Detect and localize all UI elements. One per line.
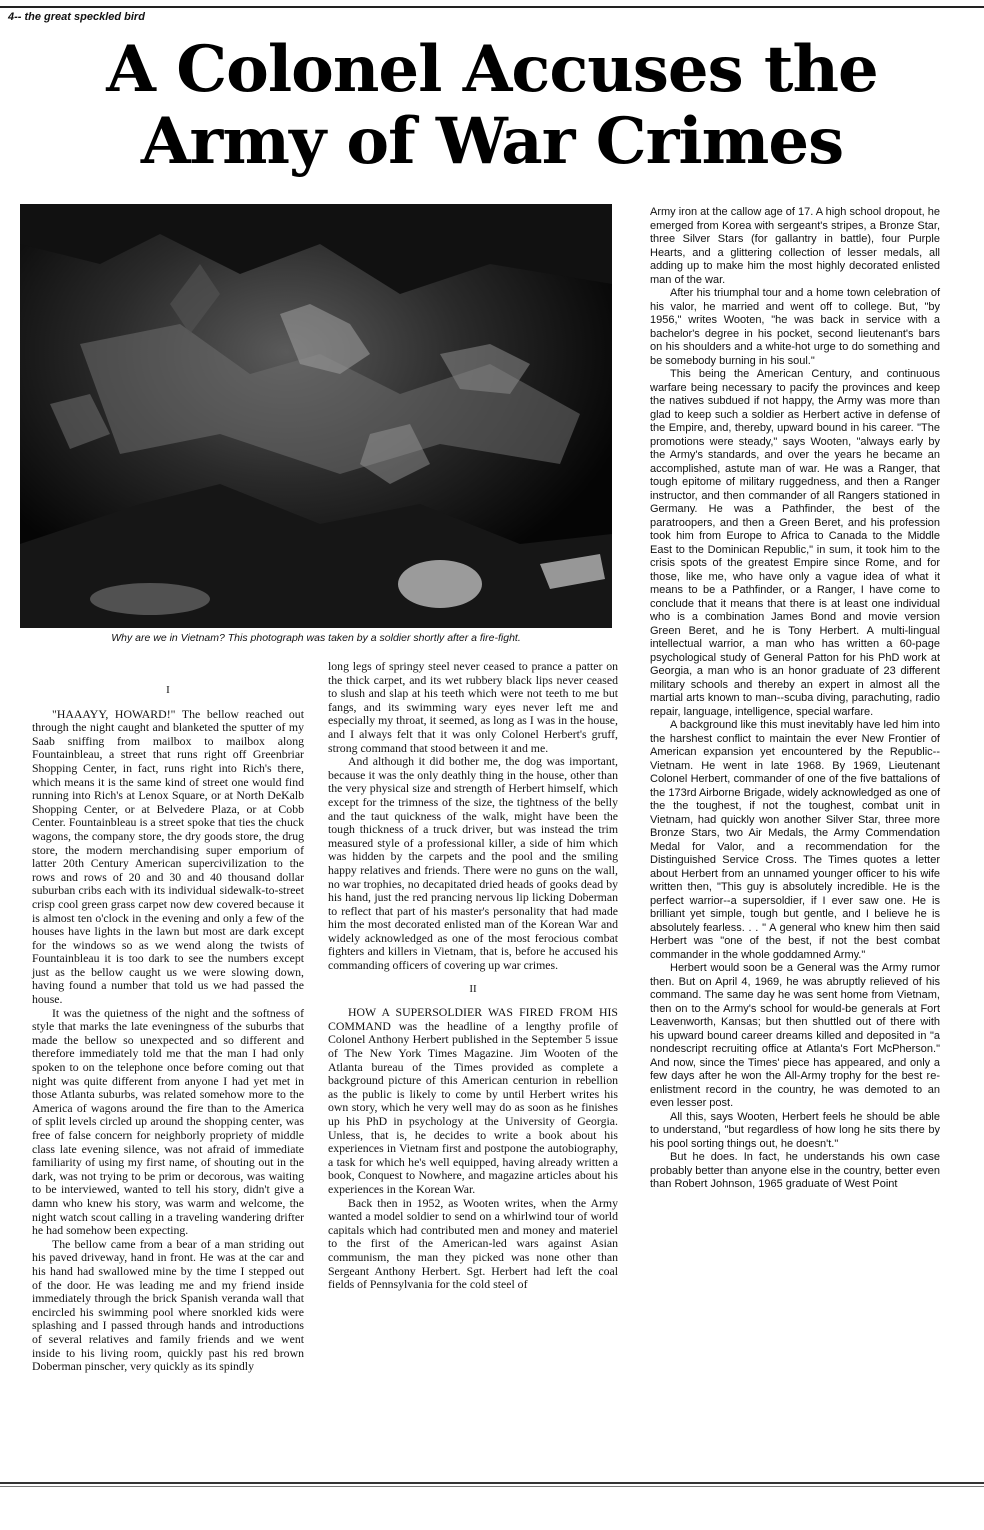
article-column-2 (328, 660, 618, 1292)
paragraph: This being the American Century, and continuous warfare being necessary to pacify the provinces and keep the natives subdued if not happy, the Army was more than glad to keep such a soldier as Herbert active in defense of the Empire, and, thereby, upward bound in his career. "The promotions were steady," says Wooten, "always early by the Army's standards, and over the years he became an accomplished, astute man of war. He was a Ranger, that tough epitome of military ruggedness, and then a Ranger instructor, and then commander of all Rangers stationed in Germany. He was a Pathfinder, the best of the paratroopers, and then a Green Beret, and his profession took him from Europe to Africa to Canada to the Middle East to the Dominican Republic," in sum, it took him to the crisis spots of the greatest Empire since Rome, and for those, like me, who have only a vague idea of what it means to be a Pathfinder, or a Ranger, I have come to conclude that it means that there is at least one individual who is a combination James Bond and movie version Green Beret, and he is Tony Herbert. A multi-lingual intellectual warrior, a man who has written a 60-page psychological study of General Patton for his PhD work at Georgia, a man who is an honor graduate of 23 different military schools and thereby an expert in almost all the martial arts known to man--scuba diving, parachuting, radio repair, language, intelligence, special warfare. (650, 368, 940, 718)
paragraph: All this, says Wooten, Herbert feels he should be able to understand, "but regardless of how long he sits there by his pool sorting things out, he doesn't." (650, 1110, 940, 1150)
section-2-lead-caps: HOW A SUPERSOLDIER WAS FIRED FROM HIS COMMAND (328, 1005, 618, 1033)
paragraph: The bellow came from a bear of a man striding out his paved driveway, hand in front. He was at the car and his hand had swallowed mine by the time I stepped out of the door. He was leading me and my friend inside immediately through the brick Spanish veranda wall that encircled his swimming pool where snorkled kids were splashing and I passed through hands and introductions of several relatives and family friends and we went inside to his living room, quickly past his red brown Doberman pinscher, very quickly as its spindly (32, 1236, 304, 1374)
section-2-lead-rest: was the headline of a lengthy profile of Colonel Anthony Herbert published in the September 5 issue of The New York Times Magazine. Jim Wooten of the Atlanta bureau of the Times provided as complete a background picture of this American centurion in rebellion as the public is likely to come by until Herbert writes his own story, which he very well may do as soon as he finishes up his PhD in psychology at the University of Georgia. Unless, that is, he decides to write a book about his experiences in Vietnam first and postpone the autobiography, a task for which he's well equipped, having already written a book, Conquest to Nowhere, and magazine articles about his experiences in the Korean War. (328, 1018, 618, 1196)
bottom-rule-thin (0, 1486, 984, 1487)
paragraph: long legs of springy steel never ceased to prance a patter on the thick carpet, and its wet rubbery black lips never ceased to slush and slap at his teeth which were not teeth to me but fangs, and its swimming wary eyes never left me and especially my throat, it seemed, as long as I was in the house, and I always felt that it was only Colonel Herbert's gruff, strong command that stood between it and me. (328, 659, 618, 755)
headline (60, 34, 924, 178)
article-column-1 (32, 684, 304, 1374)
war-photograph (20, 204, 612, 628)
paragraph: It was the quietness of the night and the softness of style that marks the late eveningness of the suburbs that made the bellow so unexpected and so different and therefore immediately told me that the man I had only spoken to on the telephone once before coming out that night was quite different from anyone I had yet met in those Atlanta suburbs, was related somehow more to the America of wagons around the fire than to the America of split levels circled up around the shopping center, was free of false concern for neighborly propriety of middle class late evening silence, was not afraid of immediate familiarity of using my first name, of shouting out in the dark, was not trying to be prim or decorous, was waiting to be interviewed, wanted to tell his story, didn't give a damn who knew his story, was warm and welcome, the night watch scout calling in a traveling wandering drifter he had somehow been expecting. (32, 1005, 304, 1238)
top-rule (0, 6, 984, 8)
paragraph (328, 1006, 618, 1196)
paragraph: But he does. In fact, he understands his own case probably better than anyone else in the country, better even than Robert Johnson, 1965 graduate of West Point (650, 1151, 940, 1190)
paragraph: And although it did bother me, the dog was important, because it was the only deathly thing in the house, other than the very physical size and strength of Herbert himself, which except for the trimness of the size, the tightness of the belly and the taut quickness of the walk, might have been the tough thickness of a truck driver, but was instead the trim measured style of a professional killer, a side of him which was hidden by the carpets and the pool and the smiling happy relatives and friends. There were no guns on the wall, no war trophies, no decapitated dried heads of gooks dead by his hand, just the red prancing nervous lip licking Doberman to reflect that part of his master's personality that had made him the most decorated enlisted man of the Korean War and widely acknowledged as one of the most ferocious combat fighters and killers in Vietnam, that is, before he accused his commanding officers of covering up war crimes. (328, 754, 618, 973)
paragraph: Herbert would soon be a General was the Army rumor then. But on April 4, 1969, he was abruptly relieved of his command. The same day he was sent home from Vietnam, then on to the Army's school for would-be generals at Fort Leavenworth, Kansas; but then shuttled out of there with his upward bound career dreams killed and deposited in "a nondescript recruiting office at Atlanta's Fort McPherson." And now, since the Times' piece has appeared, and only a few days after he won the All-Army trophy for the best re-enlistment record in the country, he was demoted to an even lesser post. (650, 962, 940, 1109)
page-folio: 4-- the great speckled bird (8, 11, 145, 23)
paragraph: "HAAAYY, HOWARD!" The bellow reached out through the night caught and blanketed the sputter of my Saab sniffing from mailbox to mailbox along Fountainbleau, a street that runs right off Greenbriar Shopping Center, in fact, runs right into Rich's there, which means it is the same kind of street one would find running into Rich's at Lenox Square, or at North DeKalb Shopping Center, or at Belvedere Plaza, or at Cobb Center. Fountainbleau is a street spoke that ties the chuck wagons, the company store, the dry goods store, the drug store, the modern merchandising super emporium of latter 20th Century American supercivilization to the rows and rows of 20 and 30 and 40 thousand dollar suburban cribs each with its individual sidewalk-to-street crisp cool green grass carpet now dew covered because it is almost ten o'clock in the evening and only a few of the houses have lights in the lawn but most are dark except for the windows so as we wend along the twists of Fountainbleau it is too dark to see the numbers except just as the bellow caught us we were slowing down, having found a number that told us we had passed the house. (32, 706, 304, 1007)
paragraph: Army iron at the callow age of 17. A high school dropout, he emerged from Korea with sergeant's stripes, a Bronze Star, three Silver Stars (for gallantry in battle), four Purple Hearts, and a glittering collection of lesser medals, all adding up to make him the most highly decorated enlisted man of the war. (650, 206, 940, 286)
bottom-rule (0, 1482, 984, 1484)
headline-line-2: Army of War Crimes (140, 104, 844, 179)
headline-line-1: A Colonel Accuses the (106, 32, 878, 107)
paragraph: A background like this must inevitably have led him into the harshest conflict to maintain the ever New Frontier of American expansion yet encountered by the Republic--Vietnam. He went in late 1968. By 1969, Lieutenant Colonel Herbert, commander of one of the five battalions of the 173rd Airborne Brigade, widely acknowledged as one of the the toughest, if not the toughest, combat unit in Vietnam, had quickly won another Silver Star, three more Bronze Stars, two Air Medals, the Army Commendation Medal for Valor, and a recommendation for the Distinguished Service Cross. The Times quotes a letter about Herbert from an unnamed younger officer to his wife written then, "This guy is absolutely incredible. He is the perfect warrior--a supersoldier, if I ever saw one. He is brilliant yet simple, tough but gentle, and I believe he is absolutely fearless. . . " A general who knew him then said Herbert was "one of the best, if not the best combat commander in the whole goddamned Army." (650, 719, 940, 961)
section-number-1: I (166, 684, 170, 696)
paragraph: Back then in 1952, as Wooten writes, when the Army wanted a model soldier to send on a whirlwind tour of world capitals which had contributed men and money and materiel to the first of the American-led wars against Asian communism, the man they picked was none other than Sergeant Anthony Herbert. Sgt. Herbert had left the coal fields of Pennsylvania for the cold steel of (328, 1195, 618, 1292)
photo-image (20, 204, 612, 628)
photo-caption: Why are we in Vietnam? This photograph was taken by a soldier shortly after a fire-fight. (111, 632, 521, 644)
section-number-2: II (469, 982, 477, 995)
paragraph: After his triumphal tour and a home town celebration of his valor, he married and went off to college. But, "by 1956," writes Wooten, "he was back in service with a bachelor's degree in his pocket, second lieutenant's bars on his shoulders and a white-hot urge to do something and be somebody burning in his soul." (650, 287, 940, 367)
article-column-3 (650, 206, 940, 1192)
